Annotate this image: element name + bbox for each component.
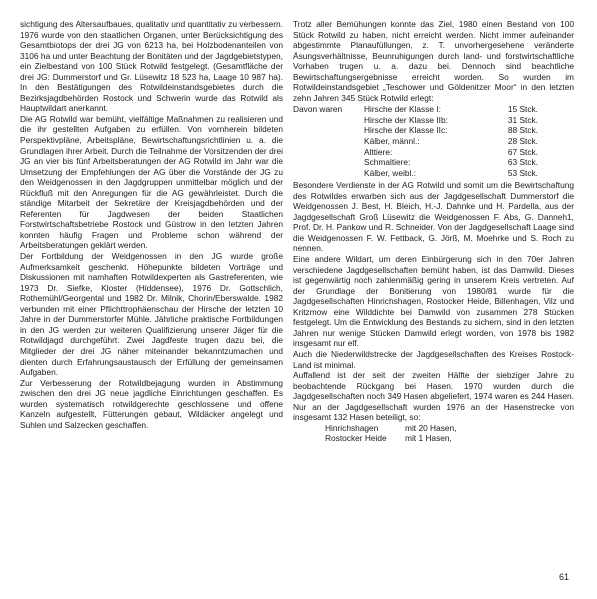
table-label: Alttiere: bbox=[364, 146, 393, 157]
paragraph: Eine andere Wildart, um deren Einbürgerung sich in den 70er Jahren verschiedene Jagdgesellschaften bemüht haben, ist das Damwild. Dieses ist gegenwärtig noch zahlenmäßig gering in unserem Kreis vertreten. Auf der Grundlage der Bonitierung von 1980/81 wurde für die Jagdgesellschaften Hinrichshagen, Rostocker Heide, Billenhagen, Vilz und Kritzmow eine Wilddichte bei Damwild von zusammen 278 Stücken festgelegt. Um die Entwicklung des Bestands zu sichern, sind in den letzten Jahren nur wenige Stücken Damwild erlegt worden, von 1978 bis 1982 insgesamt nur elf. bbox=[293, 254, 574, 349]
hare-table bbox=[293, 423, 574, 444]
paragraph: Besondere Verdienste in der AG Rotwild und somit um die Bewirtschaftung des Rotwildes erwarben sich aus der Jagdgesellschaft Dummerstorf die Weidgenossen J. Best, H. Bleich, H.-J. Dahnke und H. Pardella, aus der Jagdgesellschaft Groß Lüsewitz die Weidgenossen F. Abs, G. Danneh1, Prof. Dr. H. Pankow und R. Schneider. Von der Jagdgesellschaft Laage sind die Weidgenossen F. W. Fettback, G. Jörß, M. Moehrke und S. Roch zu nennen. bbox=[293, 180, 574, 254]
paragraph: sichtigung des Altersaufbaues, qualitativ und quantitativ zu verbessern. 1976 wurde von den staatlichen Organen, unter Berücksichtigung des Gesamtbiotops der drei JG von 6213 ha, bei Holzbodenanteilen von 3106 ha und unter Beachtung der Bonitäten und der Jagdgebietstypen, ein Zielbestand von 100 Stück Rotwild festgelegt. (Gesamtfläche der drei JG: Dummerstorf und Gr. Lüsewitz 18 523 ha, Laage 10 987 ha). In den Bestätigungen des Rotwildeinstandsgebietes durch die Bezirksjagdbehörden Rostock und Schwerin wurde das Rotwild als Hauptwildart anerkannt. bbox=[20, 19, 283, 114]
table-prefix bbox=[293, 125, 364, 136]
table-prefix bbox=[293, 115, 364, 126]
paragraph: Zur Verbesserung der Rotwildbejagung wurden in Abstimmung zwischen den drei JG neue jagdliche Einrichtungen geschaffen. Es wurden systematisch rotwildgerechte geschlossene und offene Kanzeln aufgestellt, Fütterungen gebaut, Wildäcker angelegt und Suhlen und Salzecken geschaffen. bbox=[20, 377, 283, 430]
hare-value: mit 20 Hasen, bbox=[405, 422, 457, 433]
table-label: Hirsche der Klasse IIc: bbox=[364, 125, 448, 136]
table-value: 31 Stck. bbox=[507, 114, 538, 125]
hare-label: Rostocker Heide bbox=[325, 433, 387, 444]
table-prefix bbox=[293, 168, 364, 179]
left-column bbox=[20, 19, 283, 430]
table-value: 88 Stck. bbox=[507, 125, 538, 136]
table-label: Kälber, weibl.: bbox=[364, 167, 416, 178]
table-value: 15 Stck. bbox=[507, 104, 538, 115]
harvest-table bbox=[293, 104, 574, 178]
page-number: 61 bbox=[559, 572, 570, 582]
table-value: 63 Stck. bbox=[507, 157, 538, 168]
paragraph: Der Fortbildung der Weidgenossen in den JG wurde große Aufmerksamkeit geschenkt. Höhepunkte bildeten Vorträge und Diskussionen mit namhaften Rotwildexperten als Gastreferenten, wie 1973 Dr. Siefke, Kloster (Hiddensee), 1976 Dr. Gottschlich, Rothemühl/Georgental und 1982 Dr. Milnik, Chorin/Eberswalde. 1982 verbunden mit einer Pflichttrophäenschau der Hirsche der letzten 10 Jahre in der Dummerstorfer Mühle. Jährliche praktische Fortbildungen in den JG werden zur weiteren Qualifizierung unserer Jäger für die Rotwildjagd durchgeführt. Zwei Jagdfeste trugen dazu bei, die Mitglieder der drei JG näher miteinander bekanntzumachen und dienten durch Erfahrungsaustausch der Erfüllung der gemeinsamen Aufgaben. bbox=[20, 251, 283, 378]
hare-label: Hinrichshagen bbox=[325, 422, 379, 433]
table-value: 28 Stck. bbox=[507, 136, 538, 147]
table-label: Hirsche der Klasse IIb: bbox=[364, 114, 448, 125]
table-prefix bbox=[293, 147, 364, 158]
hare-value: mit 1 Hasen, bbox=[405, 433, 452, 444]
table-prefix bbox=[293, 157, 364, 168]
table-prefix bbox=[293, 136, 364, 147]
table-label: Kälber, männl.: bbox=[364, 136, 420, 147]
paragraph: Trotz aller Bemühungen konnte das Ziel, 1980 einen Bestand von 100 Stück Rotwild zu haben, nicht erreicht werden. Nicht immer aufeinander abgestimmte Planaufüllungen, z. T. unvorhergesehene veränderte Äsungsverhältnisse, Beunruhigungen durch land- und forstwirtschaftliche Vorhaben trugen u. a. dazu bei. Dennoch sind beachtliche Bewirtschaftungsergebnisse erreicht worden. So wurden im Rotwildeinstandsgebiet „Teschower und Göldenitzer Moor“ in den letzten zehn Jahren 345 Stück Rotwild erlegt: bbox=[293, 19, 574, 103]
table-value: 53 Stck. bbox=[507, 167, 538, 178]
paragraph: Die AG Rotwild war bemüht, vielfältige Maßnahmen zu realisieren und die ihr gestellten Aufgaben zu erfüllen. Von vornherein bildeten Perspektivpläne, Arbeitspläne, Bewirtschaftungsrichtlinien u. a. die Grundlagen ihrer Arbeit. Durch die Teilnahme der Vorsitzenden der drei JG an vier bis fünf Arbeitsberatungen der AG Rotwild im Jahr war die Umsetzung der Empfehlungen der AG über die Vorstände der JG zu den Weidgenossen in den Jagdgruppen unmittelbar möglich und der Rückfluß mit den Anregungen für die AG gewährleistet. Durch die ständige Mitarbeit der Sekretäre der Kreisjagdbehörden und der Referenten für Jagdwesen der beiden Staatlichen Forstwirtschaftsbetriebe Rostock und Güstrow in den letzten Jahren konnten häufig Fragen und Probleme schon während der Arbeitsberatungen geklärt werden. bbox=[20, 113, 283, 251]
table-label: Schmaltiere: bbox=[364, 157, 411, 168]
right-column bbox=[293, 19, 574, 444]
table-label: Hirsche der Klasse I: bbox=[364, 104, 441, 115]
table-prefix: Davon waren bbox=[293, 104, 343, 115]
paragraph: Auch die Niederwildstrecke der Jagdgesellschaften des Kreises Rostock-Land ist minimal. bbox=[293, 348, 574, 370]
table-value: 67 Stck. bbox=[507, 146, 538, 157]
paragraph: Auffallend ist der seit der zweiten Hälfte der siebziger Jahre zu beobachtende Rückgang bei Hasen. 1970 wurden durch die Jagdgesellschaften noch 349 Hasen abgeliefert, 1974 waren es 244 Hasen. Nur an der Jagdgesellschaft wurden 1976 an der Hasenstrecke von insgesamt 132 Hasen beteiligt, so: bbox=[293, 370, 574, 423]
